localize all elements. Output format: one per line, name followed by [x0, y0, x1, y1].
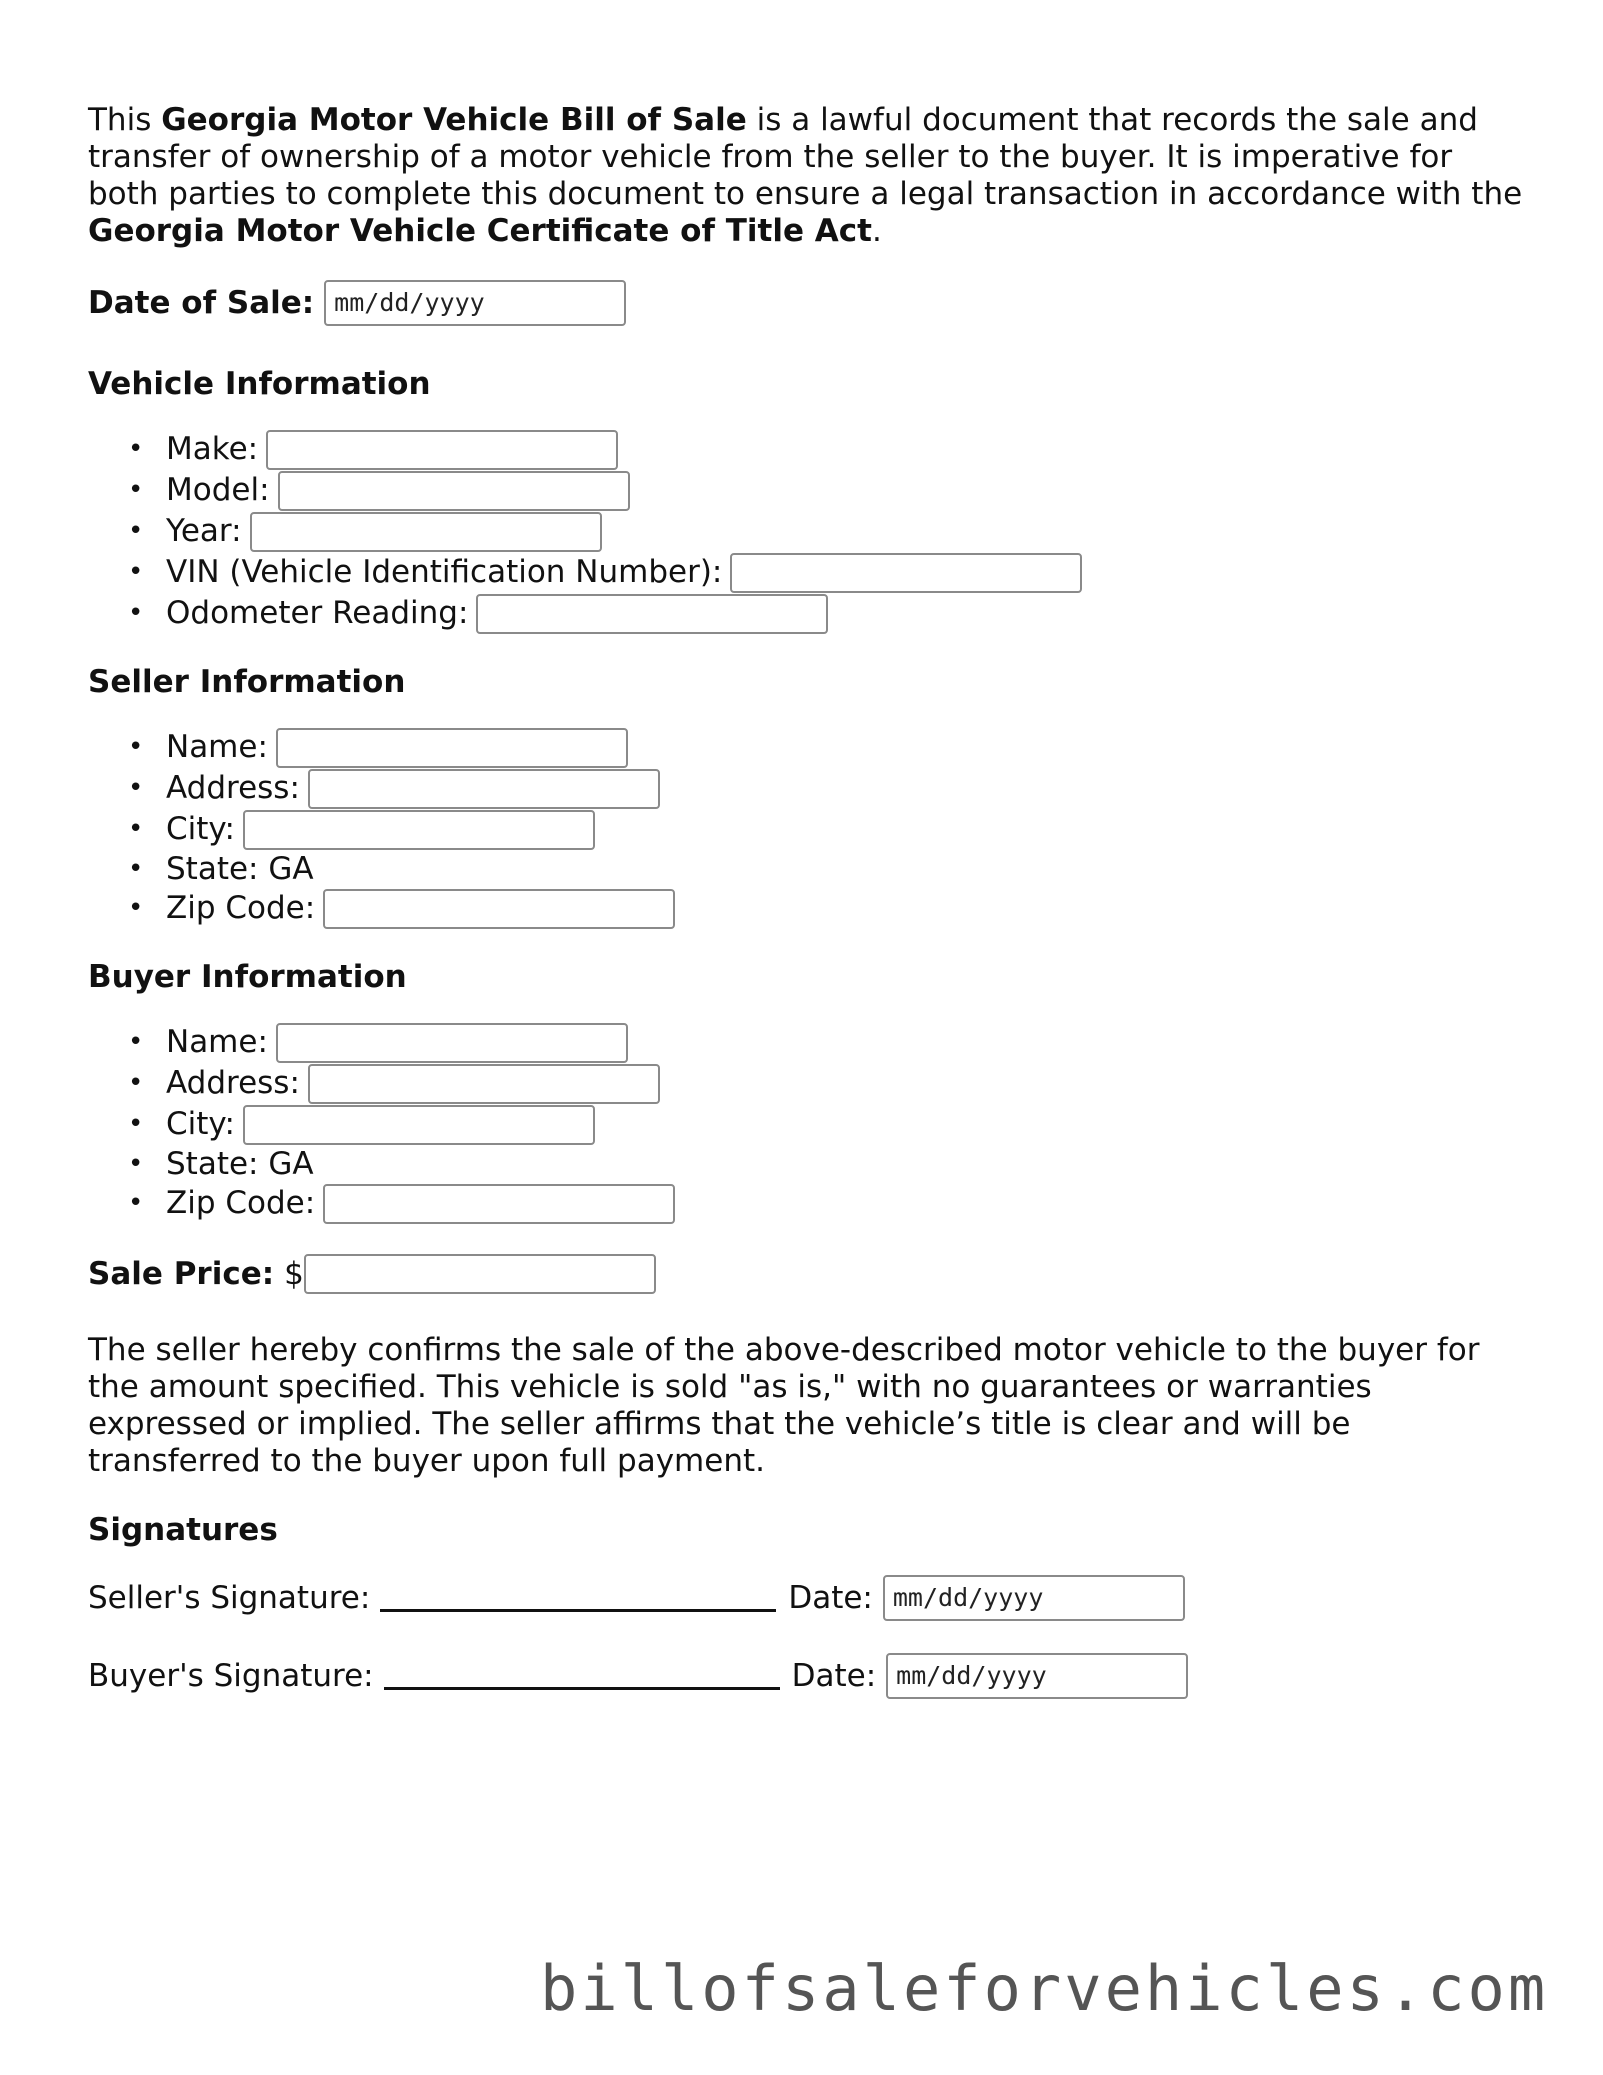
bullet-icon: •: [128, 557, 144, 587]
list-item: [128, 593, 1528, 634]
list-item: [128, 470, 1528, 511]
seller-date-input[interactable]: mm/dd/yyyy: [883, 1575, 1185, 1621]
bullet-icon: •: [128, 598, 144, 628]
seller-date-label: Date:: [788, 1579, 873, 1616]
intro-text-2: is a lawful document that records the sale and transfer of ownership of a motor vehicle from the seller to the buyer. It is imperative for both parties to complete this document to ensure a legal transaction in accordance with the: [88, 102, 1523, 212]
bullet-icon: •: [128, 434, 144, 464]
buyer-city-label: City:: [166, 1106, 235, 1142]
seller-state-text: State: GA: [166, 850, 314, 887]
sale-price-input[interactable]: [304, 1254, 656, 1294]
list-item: [128, 511, 1528, 552]
seller-address-input[interactable]: [308, 769, 660, 809]
bullet-icon: •: [128, 1027, 144, 1057]
list-item: [128, 1104, 1528, 1145]
seller-zip-input[interactable]: [323, 889, 675, 929]
model-input[interactable]: [278, 471, 630, 511]
bullet-icon: •: [128, 516, 144, 546]
list-item: [128, 888, 1528, 929]
buyer-name-label: Name:: [166, 1024, 268, 1060]
bullet-icon: •: [128, 1188, 144, 1218]
seller-address-label: Address:: [166, 770, 300, 806]
buyer-name-input[interactable]: [276, 1023, 628, 1063]
buyer-section-title: Buyer Information: [88, 959, 407, 995]
confirmation-paragraph: The seller hereby confirms the sale of the above-described motor vehicle to the buyer for the amount specified. This vehicle is sold "as is," with no guarantees or warranties expressed or implied. The seller affirms that the vehicle’s title is clear and will be transferred to the buyer upon full payment.: [88, 1332, 1480, 1479]
vehicle-fields: [88, 429, 1528, 634]
bullet-icon: •: [128, 732, 144, 762]
buyer-state-text: State: GA: [166, 1145, 314, 1182]
intro-text-1: This: [88, 102, 162, 138]
seller-signature-label: Seller's Signature:: [88, 1579, 371, 1616]
date-of-sale-label: Date of Sale:: [88, 284, 315, 321]
make-input[interactable]: [266, 430, 618, 470]
intro-text-3: .: [871, 213, 882, 249]
buyer-zip-input[interactable]: [323, 1184, 675, 1224]
signatures-section-title: Signatures: [88, 1512, 278, 1548]
bullet-icon: •: [128, 475, 144, 505]
date-of-sale-row: [88, 280, 1528, 326]
site-watermark: billofsaleforvehicles.com: [540, 1952, 1549, 2025]
buyer-zip-label: Zip Code:: [166, 1185, 316, 1221]
buyer-signature-row: [88, 1653, 1528, 1699]
buyer-fields: [88, 1022, 1528, 1224]
list-item: [128, 1183, 1528, 1224]
list-item: [128, 850, 1528, 888]
bullet-icon: •: [128, 1068, 144, 1098]
list-item: [128, 1022, 1528, 1063]
bullet-icon: •: [128, 853, 144, 884]
document-name: Georgia Motor Vehicle Bill of Sale: [161, 102, 747, 138]
model-label: Model:: [166, 472, 270, 508]
list-item: [128, 809, 1528, 850]
bullet-icon: •: [128, 1148, 144, 1179]
sale-price-row: [88, 1254, 1528, 1294]
vehicle-section-title: Vehicle Information: [88, 366, 431, 402]
list-item: [128, 1063, 1528, 1104]
seller-name-label: Name:: [166, 729, 268, 765]
odometer-input[interactable]: [476, 594, 828, 634]
list-item: [128, 768, 1528, 809]
list-item: [128, 727, 1528, 768]
buyer-date-input[interactable]: mm/dd/yyyy: [886, 1653, 1188, 1699]
bullet-icon: •: [128, 773, 144, 803]
buyer-date-label: Date:: [791, 1657, 877, 1694]
seller-city-label: City:: [166, 811, 235, 847]
date-of-sale-input[interactable]: mm/dd/yyyy: [324, 280, 626, 326]
make-label: Make:: [166, 431, 259, 467]
year-input[interactable]: [250, 512, 602, 552]
buyer-city-input[interactable]: [243, 1105, 595, 1145]
buyer-address-input[interactable]: [308, 1064, 660, 1104]
bullet-icon: •: [128, 814, 144, 844]
odometer-label: Odometer Reading:: [166, 595, 469, 631]
seller-fields: [88, 727, 1528, 929]
intro-paragraph: [88, 102, 1528, 250]
buyer-signature-label: Buyer's Signature:: [88, 1657, 374, 1694]
vin-input[interactable]: [730, 553, 1082, 593]
currency-symbol: $: [284, 1255, 304, 1292]
seller-city-input[interactable]: [243, 810, 595, 850]
seller-name-input[interactable]: [276, 728, 628, 768]
seller-signature-line[interactable]: [380, 1585, 776, 1612]
buyer-signature-line[interactable]: [384, 1663, 780, 1690]
seller-zip-label: Zip Code:: [166, 890, 316, 926]
list-item: [128, 1145, 1528, 1183]
vin-label: VIN (Vehicle Identification Number):: [166, 554, 723, 590]
bullet-icon: •: [128, 1109, 144, 1139]
seller-section-title: Seller Information: [88, 664, 406, 700]
sale-price-label: Sale Price:: [88, 1255, 275, 1292]
bullet-icon: •: [128, 893, 144, 923]
act-name: Georgia Motor Vehicle Certificate of Title Act: [88, 213, 872, 249]
seller-signature-row: [88, 1575, 1528, 1621]
buyer-address-label: Address:: [166, 1065, 300, 1101]
list-item: [128, 429, 1528, 470]
bill-of-sale-form: [88, 102, 1528, 1731]
list-item: [128, 552, 1528, 593]
year-label: Year:: [166, 513, 242, 549]
